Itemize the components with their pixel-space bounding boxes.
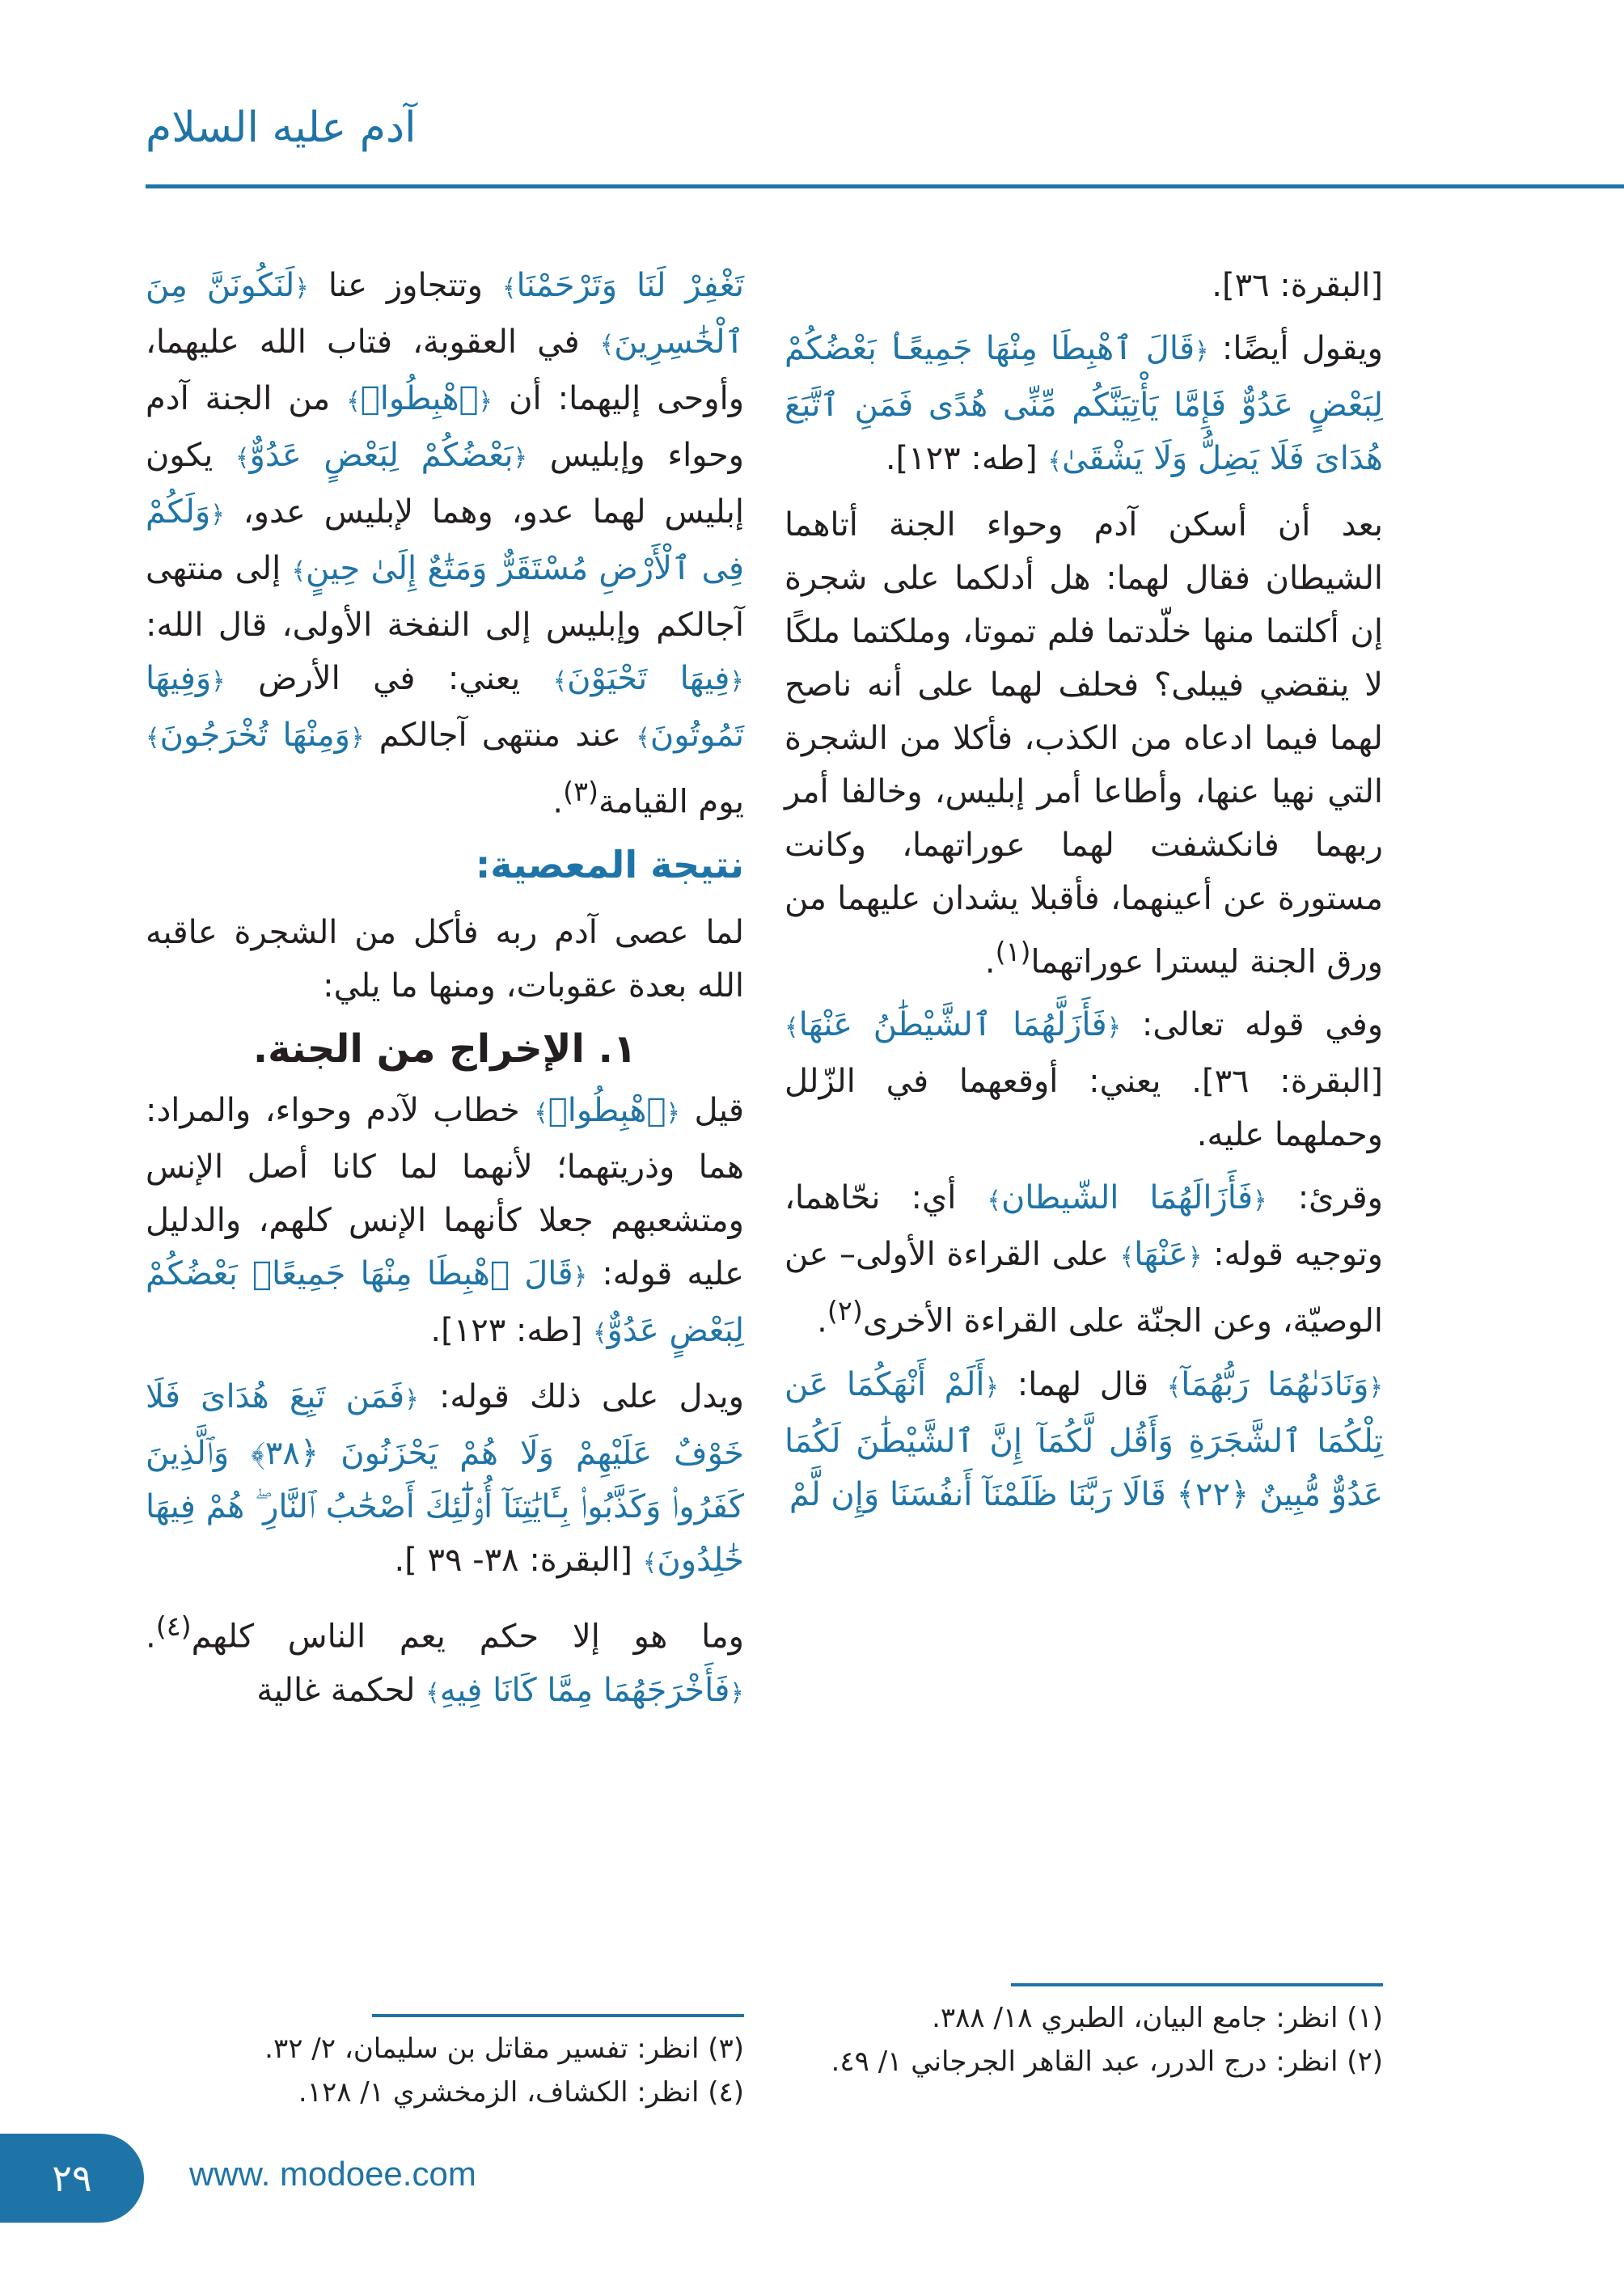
verse-bracket-icon: ﴾ bbox=[987, 1187, 1001, 1216]
text: [البقرة: ٣٦]. bbox=[1212, 267, 1383, 304]
text: يوم القيامة bbox=[598, 783, 744, 821]
quran-verse: وَفِيهَا تَمُوتُونَ bbox=[146, 660, 745, 754]
quran-verse: وَلَكُمْ فِى ٱلْأَرْضِ مُسْتَقَرٌّ وَمَتَٰعٌ إِلَىٰ حِينٍ bbox=[146, 493, 745, 587]
verse-bracket-icon: ﴿ bbox=[984, 1373, 1000, 1402]
paragraph bbox=[785, 322, 1383, 489]
quran-verse: فَأَزَلَّهُمَا ٱلشَّيْطَٰنُ عَنْهَا bbox=[798, 1006, 1107, 1044]
verse-bracket-icon: ﴿ bbox=[211, 667, 226, 696]
quran-verse: وَمِنْهَا تُخْرَجُونَ bbox=[159, 717, 350, 754]
verse-bracket-icon: ﴿ bbox=[1253, 1187, 1267, 1216]
verse-bracket-icon: ﴾ bbox=[346, 387, 361, 416]
verse-bracket-icon: ﴾ bbox=[592, 1319, 607, 1348]
verse-bracket-icon: ﴾ bbox=[291, 557, 307, 586]
paragraph bbox=[785, 1358, 1383, 1521]
text: ويقول أيضًا: bbox=[1221, 330, 1383, 367]
text: يعني: في الأرض bbox=[258, 660, 521, 697]
paragraph: تَغْفِرْ لَنَا وَتَرْحَمْنَا﴾ وتتجاوز عنا ﴿لَنَكُونَنَّ مِنَ ٱلْخَٰسِرِينَ﴾ في العقوبة، فتاب الله عليهما، وأوحى إليهما: أن ﴿ٱهْبِطُوا۟﴾ من الجنة آدم وحواء وإبليس ﴿بَعْضُكُمْ لِبَعْضٍ عَدُوٌّ﴾ يكون إبليس لهما عدو، وهما لإبليس عدو، ﴿وَلَكُمْ فِى ٱلْأَرْضِ مُسْتَقَرٌّ وَمَتَٰعٌ إِلَىٰ حِينٍ﴾ إلى منتهى آجالكم وإبليس إلى النفخة الأولى، قال الله: ﴿فِيهَا تَحْيَوْنَ﴾ يعني: في الأرض ﴿وَفِيهَا تَمُوتُونَ﴾ عند منتهى آجالكم ﴿وَمِنْهَا تُخْرَجُونَ﴾ يوم القيامة$^{(٣)}$. bbox=[146, 267, 745, 821]
text: في العقوبة، فتاب الله عليهما، وأوحى إليهما: أن bbox=[146, 324, 745, 417]
verse-bracket-icon: ﴾ bbox=[1119, 1243, 1135, 1272]
verse-bracket-icon: ﴿ bbox=[349, 724, 365, 752]
quran-verse: فَأَزَالَهُمَا الشّيطان bbox=[1000, 1179, 1254, 1217]
text: لحكمة غالية bbox=[256, 1671, 416, 1709]
section-heading: نتيجة المعصية: bbox=[475, 843, 744, 887]
text: ويدل على ذلك قوله: bbox=[438, 1378, 744, 1416]
verse-bracket-icon: ﴿ bbox=[666, 1099, 681, 1128]
quran-verse: أَلَمْ أَنْهَكُمَا عَن تِلْكُمَا ٱلشَّجَرَةِ وَأَقُل لَّكُمَآ إِنَّ ٱلشَّيْطَٰنَ لَكُمَا عَدُوٌّ مُّبِينٌ ﴿٢٢﴾ قَالَا رَبَّنَا ظَلَمْنَآ أَنفُسَنَا وَإِن لَّمْ bbox=[785, 1365, 1383, 1513]
verse-bracket-icon: ﴾ bbox=[425, 1678, 440, 1707]
text: على القراءة الأولى– عن الوصيّة، وعن الجنّة على القراءة الأخرى bbox=[785, 1236, 1383, 1340]
verse-bracket-icon: ﴾ bbox=[1166, 1373, 1182, 1402]
running-header-title: آدم عليه السلام bbox=[146, 104, 417, 152]
verse-bracket-icon: ﴿ bbox=[730, 667, 744, 696]
verse-bracket-icon: ﴿ bbox=[730, 1678, 744, 1707]
verse-bracket-icon: ﴾ bbox=[552, 667, 568, 696]
footnotes-right bbox=[785, 1996, 1383, 2084]
quran-verse: بَعْضُكُمْ لِبَعْضٍ عَدُوٌّ bbox=[249, 437, 514, 474]
left-column bbox=[146, 259, 744, 1730]
text: عند منتهى آجالكم bbox=[379, 717, 622, 754]
verse-bracket-icon: ﴾ bbox=[636, 724, 650, 752]
text: بعد أن أسكن آدم وحواء الجنة أتاهما الشيطان فقال لهما: هل أدلكما على شجرة إن أكلتما منها خلّدتما فلم تموتا، وملكتما ملكًا لا ينقضي فيبلى؟ فحلف لهما على أنه ناصح لهما فيما ادعاه من الكذب، فأكلا من الشجرة التي نهيا عنها، وأطاعا أمر إبليس، وخالفا أمر ربهما فانكشفت لهما عوراتهما، وكانت مستورة عن أعينهما، فأقبلا يشدان عليهما من ورق الجنة ليسترا عوراتهما bbox=[785, 506, 1383, 981]
header-divider bbox=[146, 184, 1624, 188]
quran-verse: ٱهْبِطُوا۟ bbox=[360, 380, 479, 417]
text: وقرئ: bbox=[1297, 1179, 1383, 1217]
verse-bracket-icon: ﴾ bbox=[642, 1549, 658, 1578]
verse-bracket-icon: ﴾ bbox=[785, 1013, 799, 1043]
footnote: (١) انظر: جامع البيان، الطبري ١٨/ ٣٨٨. bbox=[932, 2002, 1383, 2034]
text: لما عصى آدم ربه فأكل من الشجرة عاقبه الله بعدة عقوبات، ومنها ما يلي: bbox=[146, 914, 744, 1005]
quran-verse: فَمَن تَبِعَ هُدَاىَ فَلَا خَوْفٌ عَلَيْهِمْ وَلَا هُمْ يَحْزَنُونَ ﴿٣٨﴾ وَٱلَّذِينَ كَفَرُوا۟ وَكَذَّبُوا۟ بِـَٔايَٰتِنَآ أُو۟لَٰٓئِكَ أَصْحَٰبُ ٱلنَّارِ ۖ هُمْ فِيهَا خَٰلِدُونَ bbox=[146, 1378, 744, 1580]
text: أي: نحّاهما، وتوجيه قوله: bbox=[785, 1179, 1383, 1274]
quran-verse: ٱهْبِطُوا۟ bbox=[548, 1092, 666, 1130]
text: من الجنة آدم وحواء وإبليس bbox=[146, 380, 744, 474]
text: وتتجاوز عنا bbox=[328, 267, 483, 304]
quran-verse: فِيهَا تَحْيَوْنَ bbox=[567, 660, 730, 697]
paragraph bbox=[146, 906, 744, 1013]
verse-bracket-icon: ﴿ bbox=[573, 1263, 588, 1292]
verse-bracket-icon: ﴾ bbox=[534, 1099, 548, 1128]
quran-verse: تَغْفِرْ لَنَا وَتَرْحَمْنَا bbox=[516, 267, 745, 304]
verse-reference: [طه: ١٢٣]. bbox=[885, 440, 1038, 477]
verse-bracket-icon: ﴿ bbox=[1368, 1373, 1384, 1402]
footnote-marker: (٣) bbox=[563, 776, 599, 807]
text: وما هو إلا حكم يعم الناس كلهم bbox=[191, 1618, 744, 1656]
quran-verse: قَالَ ٱهْبِطَا مِنْهَا جَمِيعًاۢ بَعْضُكُمْ لِبَعْضٍ عَدُوٌّ bbox=[146, 1255, 744, 1350]
verse-bracket-icon: ﴾ bbox=[501, 274, 517, 302]
footnote: (٢) انظر: درج الدرر، عبد القاهر الجرجاني ١/ ٤٩. bbox=[831, 2046, 1383, 2078]
footnote: (٤) انظر: الكشاف، الزمخشري ١/ ١٢٨. bbox=[298, 2076, 744, 2109]
subsection-heading: ١. الإخراج من الجنة. bbox=[252, 1026, 637, 1072]
quran-verse: فَأَخْرَجَهُمَا مِمَّا كَانَا فِيهِ bbox=[439, 1671, 730, 1709]
text: إلى منتهى آجالكم وإبليس إلى النفخة الأولى، قال الله: bbox=[146, 550, 744, 644]
verse-bracket-icon: ﴿ bbox=[210, 501, 225, 529]
paragraph: وما هو إلا حكم يعم الناس كلهم$^{(٤)}$. ﴿فَأَخْرَجَهُمَا مِمَّا كَانَا فِيهِ﴾ لحكمة غالية bbox=[146, 1610, 744, 1709]
paragraph bbox=[146, 1370, 744, 1590]
footnote-marker: (٢) bbox=[827, 1295, 863, 1327]
footnote: (٣) انظر: تفسير مقاتل بن سليمان، ٢/ ٣٢. bbox=[264, 2033, 744, 2065]
verse-bracket-icon: ﴿ bbox=[1195, 337, 1209, 366]
text: وفي قوله تعالى: bbox=[1141, 1006, 1384, 1044]
paragraph bbox=[146, 1084, 744, 1360]
verse-bracket-icon: ﴿ bbox=[294, 274, 309, 302]
verse-bracket-icon: ﴿ bbox=[478, 387, 493, 416]
right-column bbox=[785, 259, 1383, 1531]
text: قيل bbox=[694, 1092, 745, 1130]
footnote-marker: (٤) bbox=[155, 1610, 192, 1643]
verse-bracket-icon: ﴿ bbox=[404, 1386, 419, 1415]
verse-bracket-icon: ﴿ bbox=[1106, 1013, 1122, 1043]
footnotes-left bbox=[146, 2027, 744, 2114]
paragraph bbox=[785, 998, 1383, 1161]
text: يكون إبليس لهما عدو، وهما لإبليس عدو، bbox=[146, 437, 744, 531]
verse-bracket-icon: ﴾ bbox=[235, 444, 250, 472]
verse-bracket-icon: ﴾ bbox=[1047, 447, 1062, 476]
website-link[interactable]: www. modoee.com bbox=[189, 2155, 476, 2193]
text: قال لهما: bbox=[1017, 1365, 1149, 1403]
footnote-divider bbox=[372, 2014, 744, 2017]
page-number-badge bbox=[0, 2134, 144, 2223]
footnote-marker: (١) bbox=[995, 936, 1031, 967]
verse-bracket-icon: ﴾ bbox=[599, 331, 615, 359]
verse-bracket-icon: ﴿ bbox=[1187, 1243, 1203, 1272]
verse-bracket-icon: ﴿ bbox=[513, 444, 528, 472]
text: خطاب لآدم وحواء، والمراد: هما وذريتهما؛ لأنهما لما كانا أصل الإنس ومتشعبهم جعلا كأنهما الإنس كلهم، والدليل عليه قوله: bbox=[146, 1092, 744, 1293]
text: [البقرة: ٣٦]. يعني: أوقعهما في الزّلل وحملهما عليه. bbox=[785, 1063, 1383, 1154]
paragraph: وقرئ: ﴿فَأَزَالَهُمَا الشّيطان﴾ أي: نحّاهما، وتوجيه قوله: ﴿عَنْهَا﴾ على القراءة الأولى– عن الوصيّة، وعن الجنّة على القراءة الأخرى$^{(٢)}$. bbox=[785, 1179, 1383, 1340]
page-number: ٢٩ bbox=[52, 2156, 92, 2200]
paragraph: بعد أن أسكن آدم وحواء الجنة أتاهما الشيطان فقال لهما: هل أدلكما على شجرة إن أكلتما منها خلّدتما فلم تموتا، وملكتما ملكًا لا ينقضي فيبلى؟ فحلف لهما على أنه ناصح لهما فيما ادعاه من الكذب، فأكلا من الشجرة التي نهيا عنها، وأطاعا أمر إبليس، وخالفا أمر ربهما فانكشفت لهما عوراتهما، وكانت مستورة عن أعينهما، فأقبلا يشدان عليهما من ورق الجنة ليسترا عوراتهما$^{(١)}$. bbox=[785, 506, 1383, 981]
quran-verse: قَالَ ٱهْبِطَا مِنْهَا جَمِيعًاۢ بَعْضُكُمْ لِبَعْضٍ عَدُوٌّ فَإِمَّا يَأْتِيَنَّكُم مِّنِّى هُدًى فَمَنِ ٱتَّبَعَ هُدَاىَ فَلَا يَضِلُّ وَلَا يَشْقَىٰ bbox=[785, 330, 1383, 477]
verse-bracket-icon: ﴾ bbox=[146, 724, 160, 752]
quran-verse: عَنْهَا bbox=[1134, 1236, 1188, 1274]
verse-reference: [البقرة: ٣٨- ٣٩ ]. bbox=[394, 1542, 633, 1580]
quran-verse: وَنَادَىٰهُمَا رَبُّهُمَآ bbox=[1181, 1365, 1369, 1403]
footnote-divider bbox=[1011, 1983, 1383, 1986]
verse-reference: [طه: ١٢٣]. bbox=[430, 1312, 583, 1350]
paragraph bbox=[785, 259, 1383, 312]
quran-verse: لَنَكُونَنَّ مِنَ ٱلْخَٰسِرِينَ bbox=[146, 267, 745, 361]
